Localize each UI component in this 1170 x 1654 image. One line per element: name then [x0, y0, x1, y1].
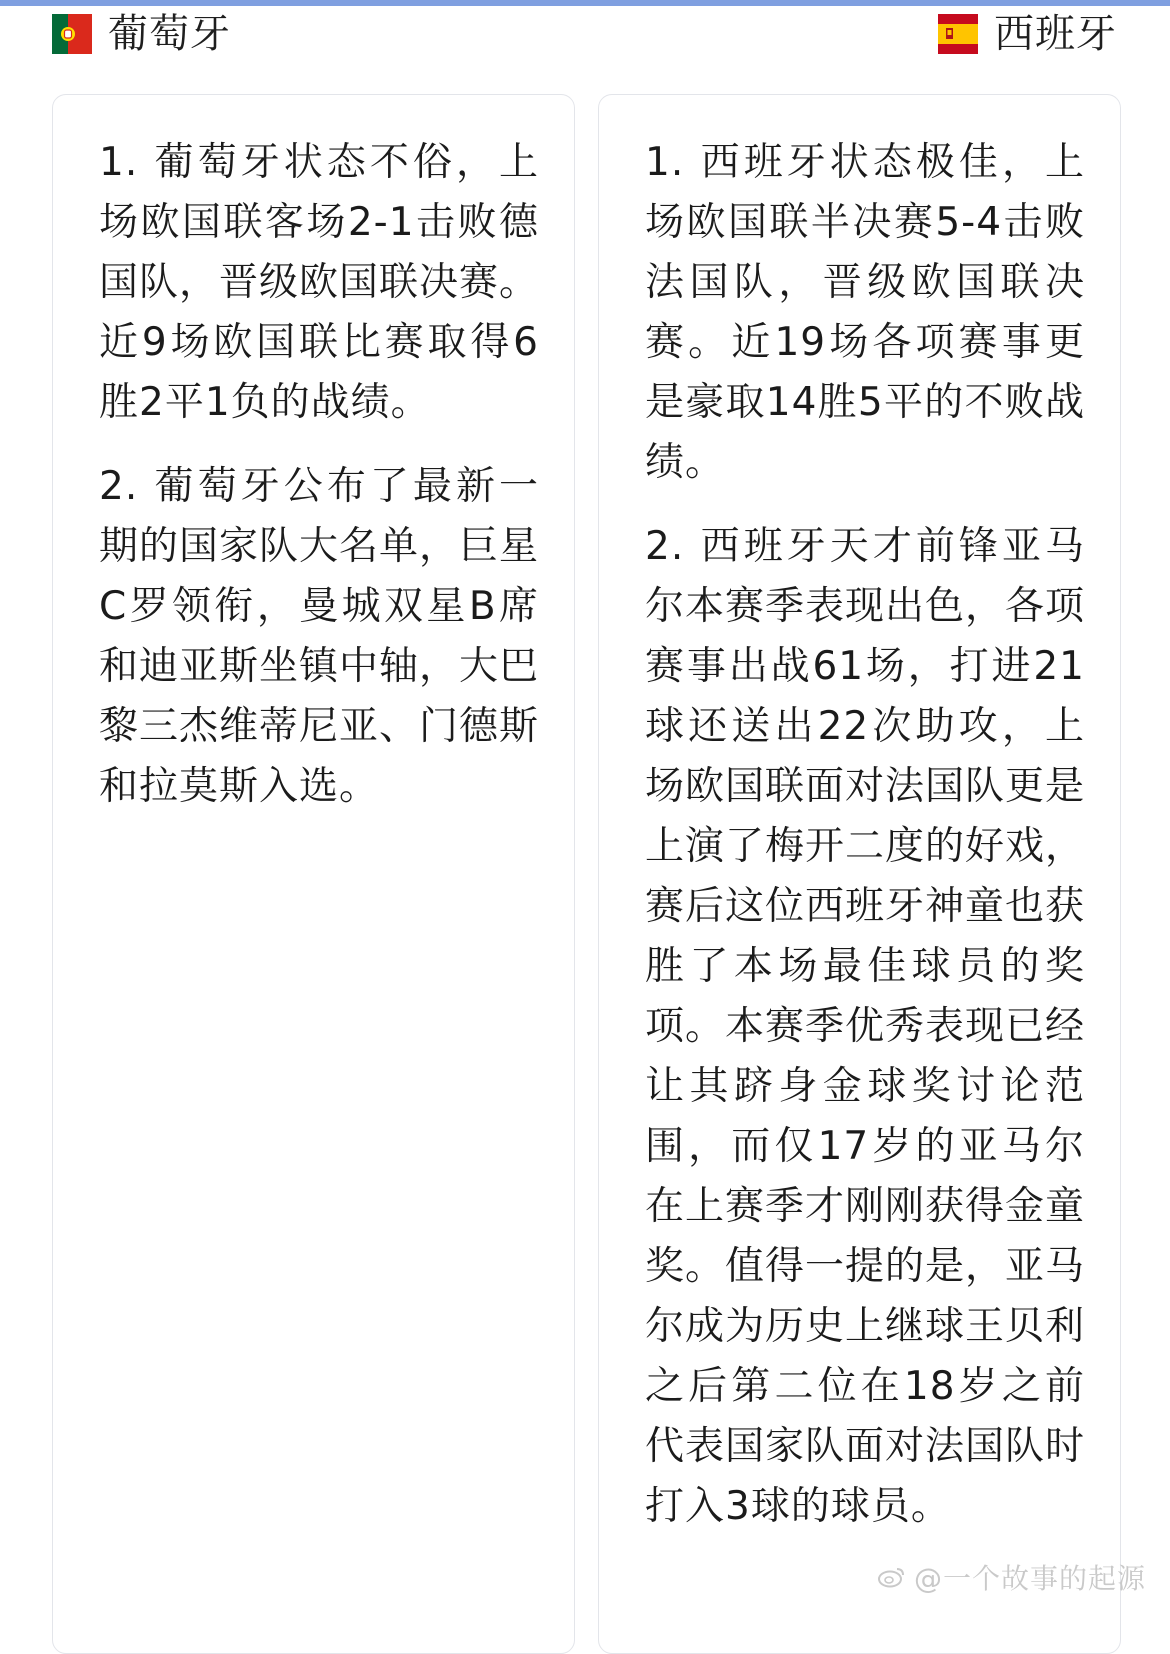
team-header-spain — [938, 6, 1117, 62]
portugal-info-card — [52, 94, 575, 1654]
portugal-flag-icon — [52, 14, 92, 54]
portugal-card-body — [99, 133, 539, 841]
spain-paragraph-1: 1. 西班牙状态极佳，上场欧国联半决赛5-4击败法国队，晋级欧国联决赛。近19场各项赛事更是豪取14胜5平的不败战绩。 — [645, 140, 1085, 485]
spain-info-card — [598, 94, 1121, 1654]
portugal-paragraph-2: 2. 葡萄牙公布了最新一期的国家队大名单，巨星C罗领衔，曼城双星B席和迪亚斯坐镇中轴，大巴黎三杰维蒂尼亚、门德斯和拉莫斯入选。 — [99, 464, 540, 809]
team-name-portugal: 葡萄牙 — [108, 11, 231, 57]
weibo-logo-icon — [878, 1566, 906, 1588]
watermark — [878, 1557, 1146, 1597]
spain-card-body — [645, 133, 1085, 1561]
team-header-portugal — [52, 6, 231, 62]
watermark-text: @一个故事的起源 — [913, 1562, 1146, 1595]
team-name-spain: 西班牙 — [994, 11, 1117, 57]
portugal-paragraph-1: 1. 葡萄牙状态不俗，上场欧国联客场2-1击败德国队，晋级欧国联决赛。近9场欧国联比赛取得6胜2平1负的战绩。 — [99, 140, 540, 425]
spain-flag-icon — [938, 14, 978, 54]
spain-paragraph-2: 2. 西班牙天才前锋亚马尔本赛季表现出色，各项赛事出战61场，打进21球还送出22次助攻，上场欧国联面对法国队更是上演了梅开二度的好戏，赛后这位西班牙神童也获胜了本场最佳球员的奖项。本赛季优秀表现已经让其跻身金球奖讨论范围，而仅17岁的亚马尔在上赛季才刚刚获得金童奖。值得一提的是，亚马尔成为历史上继球王贝利之后第二位在18岁之前代表国家队面对法国队时打入3球的球员。 — [645, 524, 1086, 1529]
